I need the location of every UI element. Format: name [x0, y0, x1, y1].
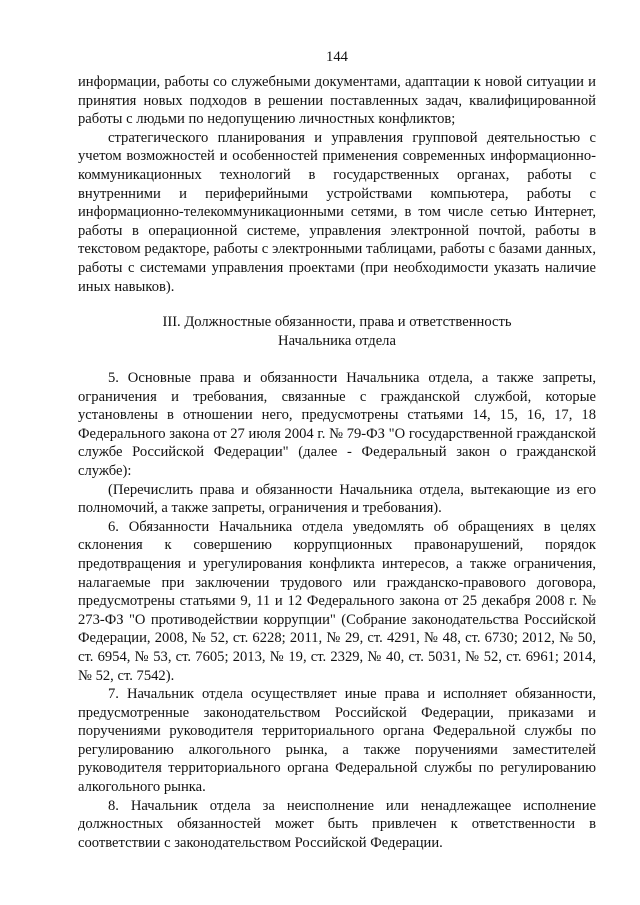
paragraph-skills: стратегического планирования и управления групповой деятельностью с учетом возможностей и особенностей применения современных информационно-коммуникационных технологий в государственных органах, работы с внутренними и периферийными устройствами компьютера, работы с информационно-телекоммуникационными сетями, в том числе сетью Интернет, работы в операционной системе, управления электронной почтой, работы в текстовом редакторе, работы с электронными таблицами, работы с базами данных, работы с системами управления проектами (при необходимости указать наличие иных навыков). [78, 129, 596, 295]
document-page [78, 0, 596, 905]
paragraph-7: 7. Начальник отдела осуществляет иные права и исполняет обязанности, предусмотренные законодательством Российской Федерации, приказами и поручениями руководителя территориального органа Федеральной службы по регулированию алкогольного рынка, а также поручениями заместителей руководителя территориального органа Федеральной службы по регулированию алкогольного рынка. [78, 686, 596, 796]
paragraph-continued: информации, работы со служебными документами, адаптации к новой ситуации и принятия новых подходов в решении поставленных задач, квалифицированной работы с людьми по недопущению личностных конфликтов; [78, 74, 596, 128]
page-number: 144 [326, 49, 348, 65]
paragraphs-top [78, 73, 596, 296]
paragraph-8: 8. Начальник отдела за неисполнение или ненадлежащее исполнение должностных обязанностей может быть привлечен к ответственности в соответствии с законодательством Российской Федерации. [78, 797, 596, 851]
section-heading-line2: Начальника отдела [278, 332, 396, 349]
paragraph-note: (Перечислить права и обязанности Начальника отдела, вытекающие из его полномочий, а также запреты, ограничения и требования). [78, 481, 596, 517]
section-heading-line1: III. Должностные обязанности, права и ответственность [162, 314, 512, 330]
section-heading [78, 313, 596, 350]
paragraphs-bottom [78, 369, 596, 852]
paragraph-6: 6. Обязанности Начальника отдела уведомлять об обращениях в целях склонения к совершению коррупционных правонарушений, порядок предотвращения и урегулирования конфликта интересов, а также ограничения, налагаемые при заключении трудового или гражданско-правового договора, предусмотрены статьями 9, 11 и 12 Федерального закона от 25 декабря 2008 г. № 273-ФЗ "О противодействии коррупции" (Собрание законодательства Российской Федерации, 2008, № 52, ст. 6228; 2011, № 29, ст. 4291, № 48, ст. 6730; 2012, № 50, ст. 6954, № 53, ст. 7605; 2013, № 19, ст. 2329, № 40, ст. 5031, № 52, ст. 6961; 2014, № 52, ст. 7542). [78, 518, 596, 684]
paragraph-5: 5. Основные права и обязанности Начальника отдела, а также запреты, ограничения и требования, связанные с гражданской службой, которые установлены в отношении него, предусмотрены статьями 14, 15, 16, 17, 18 Федерального закона от 27 июля 2004 г. № 79-ФЗ "О государственной гражданской службе Российской Федерации" (далее - Федеральный закон о гражданской службе): [78, 370, 596, 479]
